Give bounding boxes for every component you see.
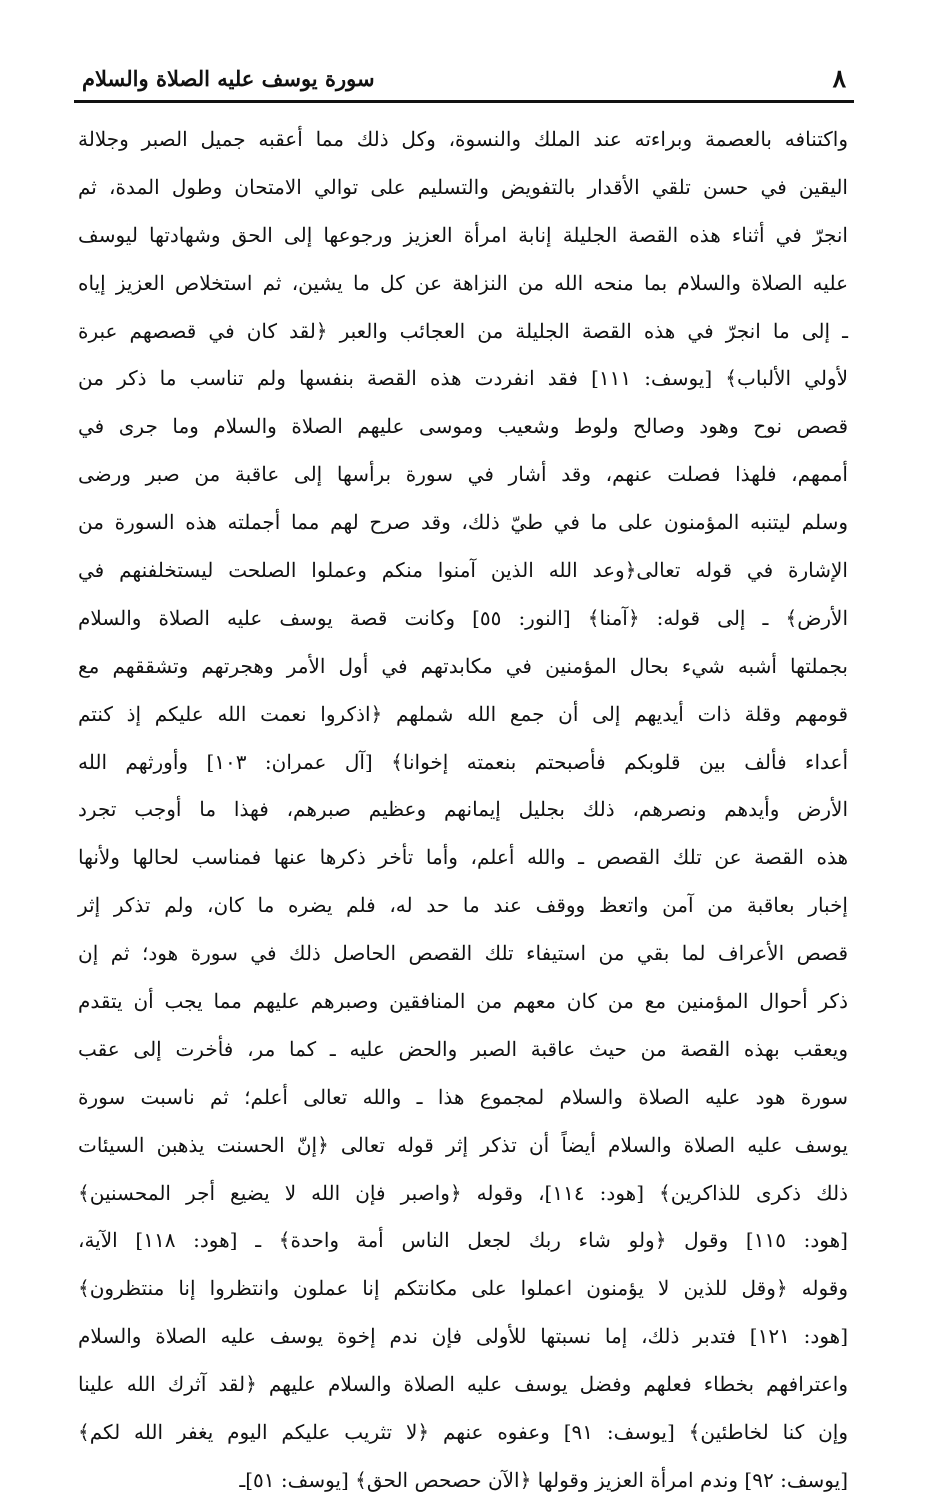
text-line: يوسف عليه الصلاة والسلام أيضاً أن تذكر إثر قوله تعالى ﴿إنّ الحسنت يذهبن السيئات — [78, 1132, 848, 1157]
text-line: [هود: ١١٥] وقول ﴿ولو شاء ربك لجعل الناس أمة واحدة﴾ ـ [هود: ١١٨] الآية، — [78, 1228, 848, 1253]
text-line: واكتنافه بالعصمة وبراءته عند الملك والنسوة، وكل ذلك مما أعقبه جميل الصبر وجلالة — [78, 127, 848, 151]
text-line: هذه القصة عن تلك القصص ـ والله أعلم، وأما تأخر ذكرها عنها فمناسب لحالها ولأنها — [78, 845, 848, 870]
text-line: [يوسف: ٩٢] وندم امرأة العزيز وقولها ﴿الآن حصحص الحق﴾ [يوسف: ٥١]ـ — [239, 1467, 848, 1492]
text-line: انجرّ في أثناء هذه القصة الجليلة إنابة امرأة العزيز ورجوعها إلى الحق وشهادتها ليوسف — [78, 222, 848, 247]
text-line: [هود: ١٢١] فتدبر ذلك، إما نسبتها للأولى فإن ندم إخوة يوسف عليه الصلاة والسلام — [78, 1324, 848, 1349]
text-line: سورة هود عليه الصلاة والسلام لمجموع هذا ـ والله تعالى أعلم؛ ثم ناسبت سورة — [78, 1084, 848, 1109]
text-line: الأرض﴾ ـ إلى قوله: ﴿آمنا﴾ [النور: ٥٥] وكانت قصة يوسف عليه الصلاة والسلام — [78, 605, 848, 630]
text-line: ذكر أحوال المؤمنين مع من كان معهم من المنافقين وصبرهم عليهم مما يجب أن يتقدم — [78, 989, 848, 1014]
text-line: الإشارة في قوله تعالى﴿وعد الله الذين آمنوا منكم وعملوا الصلحت ليستخلفنهم في — [78, 558, 848, 583]
text-line: الأرض وأيدهم ونصرهم، ذلك بجليل إيمانهم وعظيم صبرهم، فهذا ما أوجب تجرد — [78, 797, 848, 822]
page-number: ٨ — [832, 64, 846, 93]
text-line: وسلم ليتنبه المؤمنون على ما في طيّ ذلك، وقد صرح لهم مما أجملته هذه السورة من — [78, 510, 848, 535]
text-line: وإن كنا لخاطئين﴾ [يوسف: ٩١] وعفوه عنهم ﴿لا تثريب عليكم اليوم يغفر الله لكم﴾ — [78, 1420, 848, 1445]
page-header — [74, 62, 854, 98]
text-line: وقوله ﴿وقل للذين لا يؤمنون اعملوا على مكانتكم إنا عملون وانتظروا إنا منتظرون﴾ — [78, 1276, 848, 1301]
text-line: أممهم، فلهذا فصلت عنهم، وقد أشار في سورة برأسها إلى عاقبة من صبر ورضى — [78, 462, 848, 487]
text-line: واعترافهم بخطاء فعلهم وفضل يوسف عليه الصلاة والسلام عليهم ﴿لقد آثرك الله علينا — [78, 1372, 848, 1397]
text-line: قصص الأعراف لما بقي من استيفاء تلك القصص الحاصل ذلك في سورة هود؛ ثم إن — [78, 941, 848, 966]
text-line: عليه الصلاة والسلام بما منحه الله من النزاهة عن كل ما يشين، ثم استخلاص العزيز إياه — [78, 270, 848, 295]
body-text — [78, 116, 848, 1505]
text-line: قصص نوح وهود وصالح ولوط وشعيب وموسى عليهم الصلاة والسلام وما جرى في — [78, 414, 848, 439]
header-divider — [74, 100, 854, 103]
text-line: اليقين في حسن تلقي الأقدار بالتفويض والتسليم على توالي الامتحان وطول المدة، ثم — [78, 174, 848, 199]
text-line: ـ إلى ما انجرّ في هذه القصة الجليلة من العجائب والعبر ﴿لقد كان في قصصهم عبرة — [78, 318, 848, 343]
text-line: لأولي الألباب﴾ [يوسف: ١١١] فقد انفردت هذه القصة بنفسها ولم تناسب ما ذكر من — [78, 366, 848, 391]
running-title: سورة يوسف عليه الصلاة والسلام — [82, 66, 375, 91]
text-line: بجملتها أشبه شيء بحال المؤمنين في مكابدتهم في أول الأمر وهجرتهم وتشققهم مع — [78, 653, 848, 678]
text-line: ذلك ذكرى للذاكرين﴾ [هود: ١١٤]، وقوله ﴿واصبر فإن الله لا يضيع أجر المحسنين﴾ — [78, 1180, 848, 1205]
text-line: أعداء فألف بين قلوبكم فأصبحتم بنعمته إخوانا﴾ [آل عمران: ١٠٣] وأورثهم الله — [78, 749, 849, 774]
text-line: ويعقب بهذه القصة من حيث عاقبة الصبر والحض عليه ـ كما مر، فأخرت إلى عقب — [78, 1036, 848, 1061]
text-line: قومهم وقلة ذات أيديهم إلى أن جمع الله شملهم ﴿اذكروا نعمت الله عليكم إذ كنتم — [78, 701, 848, 726]
text-line: إخبار بعاقبة من آمن واتعظ ووقف عند ما حد له، فلم يضره ما كان، ولم تذكر إثر — [78, 893, 848, 918]
